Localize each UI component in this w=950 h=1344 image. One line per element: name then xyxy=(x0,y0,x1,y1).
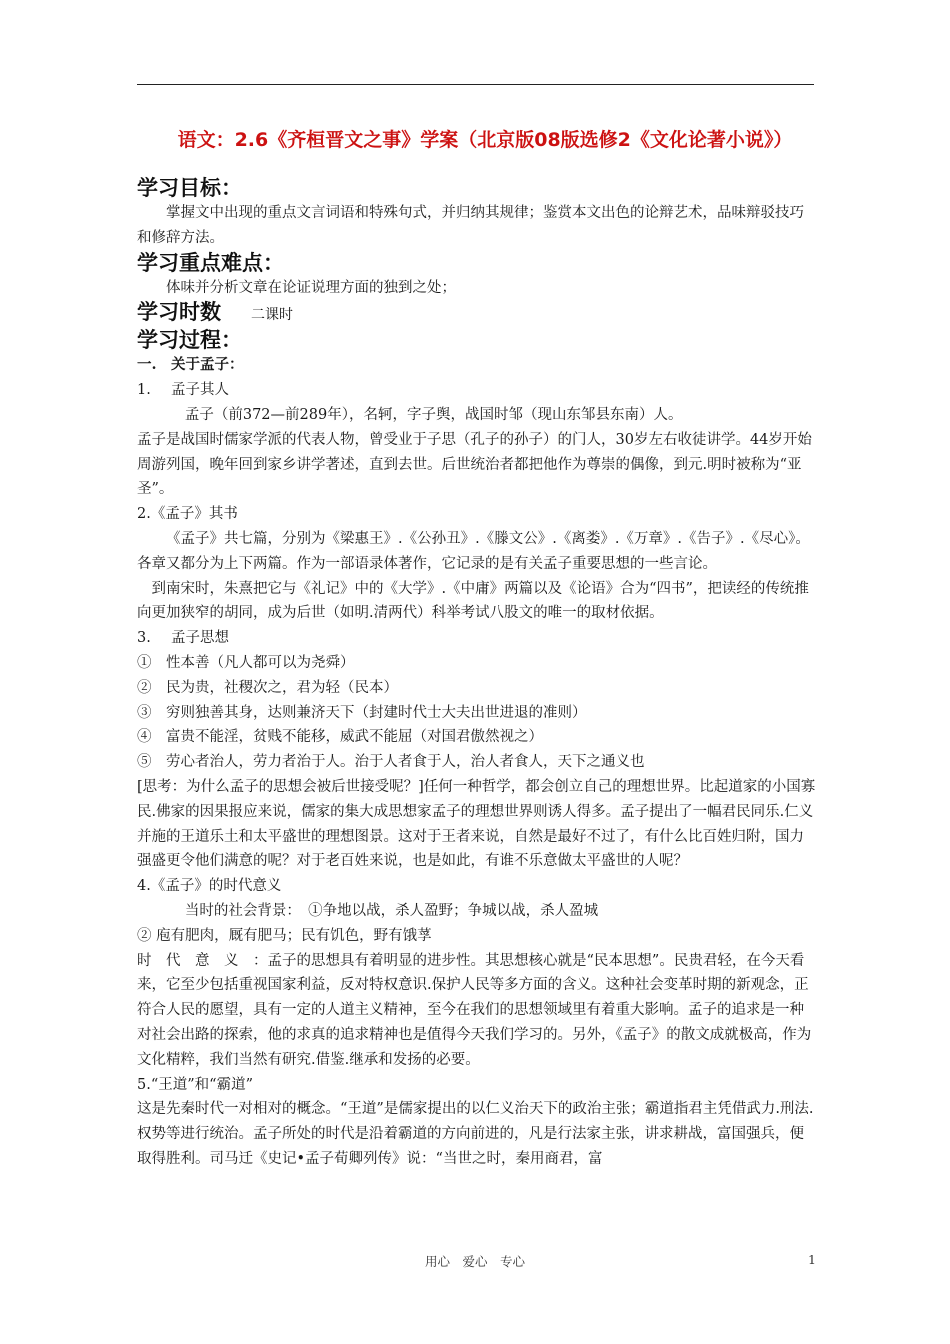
subsection-3-heading xyxy=(137,626,817,651)
subsection-5-text: 这是先秦时代一对相对的概念。“王道”是儒家提出的以仁义治天下的政治主张；霸道指君主凭借武力.刑法.权势等进行统治。孟子所处的时代是沿着霸道的方向前进的，凡是行法家主张，讲求耕战，富国强兵，便取得胜利。司马迁《史记•孟子荀卿列传》说：“当世之时，秦用商君，富 xyxy=(137,1101,814,1167)
subsection-3-number: 3. xyxy=(137,630,151,647)
list-item: ④ 富贵不能淫，贫贱不能移，威武不能屈（对国君傲然视之） xyxy=(137,729,543,746)
key-points-text: 体味并分析文章在论证说理方面的独到之处； xyxy=(166,279,456,296)
section-1-heading: 一. 关于孟子： xyxy=(137,356,244,374)
subsection-3-think: [思考：为什么孟子的思想会被后世接受呢？]任何一种哲学，都会创立自己的理想世界。比起道家的小国寡民.佛家的因果报应来说，儒家的集大成思想家孟子的理想世界则诱人得多。孟子提出了一幅君民同乐.仁义并施的王道乐土和太平盛世的理想图景。这对于王者来说，自然是最好不过了，有什么比百姓归附，国力强盛更令他们满意的呢？对于老百姓来说，也是如此，有谁不乐意做太平盛世的人呢？ xyxy=(137,778,816,870)
subsection-4-background: 当时的社会背景： ①争地以战，杀人盈野；争城以战，杀人盈城 xyxy=(184,902,599,919)
heading-key-points: 学习重点难点： xyxy=(137,250,284,275)
list-item: ③ 穷则独善其身，达则兼济天下（封建时代士大夫出世进退的准则） xyxy=(137,704,587,721)
subsection-1-heading xyxy=(137,378,817,403)
time-value: 二课时 xyxy=(251,307,293,324)
footer-motto: 用心 爱心 专心 xyxy=(424,1254,525,1269)
page-title: 语文：2.6《齐桓晋文之事》学案（北京版08版选修2《文化论著小说》） xyxy=(177,129,793,151)
heading-time-label: 学习时数 xyxy=(137,300,221,325)
list-item: ① 性本善（凡人都可以为尧舜） xyxy=(137,654,355,671)
heading-process: 学习过程： xyxy=(137,328,242,353)
subsection-1-para-1: 孟子（前372—前289年），名轲，字子舆，战国时邹（现山东邹县东南）人。 xyxy=(184,406,683,423)
significance-label: 时 代 意 义 ： xyxy=(137,952,268,969)
subsection-4-heading: 4.《孟子》的时代意义 xyxy=(137,878,282,895)
document-body xyxy=(137,176,817,1172)
subsection-4-significance xyxy=(137,949,817,1073)
subsection-3-title: 孟子思想 xyxy=(171,630,229,647)
subsection-1-title: 孟子其人 xyxy=(171,382,229,399)
page-number: 1 xyxy=(808,1252,816,1267)
subsection-2-para-2: 到南宋时，朱熹把它与《礼记》中的《大学》.《中庸》两篇以及《论语》合为“四书”，把读经的传统推向更加狭窄的胡同，成为后世（如明.清两代）科举考试八股文的唯一的取材依据。 xyxy=(137,580,809,622)
subsection-2-para-1: 《孟子》共七篇，分别为《梁惠王》.《公孙丑》.《滕文公》.《离娄》.《万章》.《告子》.《尽心》。各章又都分为上下两篇。作为一部语录体著作，它记录的是有关孟子重要思想的一些言论。 xyxy=(137,530,810,572)
objective-text: 掌握文中出现的重点文言词语和特殊句式，并归纳其规律；鉴赏本文出色的论辩艺术，品味辩驳技巧和修辞方法。 xyxy=(137,205,804,246)
heading-objective: 学习目标： xyxy=(137,176,242,200)
list-item: ⑤ 劳心者治人，劳力者治于人。治于人者食于人，治人者食人，天下之通义也 xyxy=(137,754,645,771)
heading-time xyxy=(137,300,817,328)
subsection-4-background-2: ② 庖有肥肉，厩有肥马；民有饥色，野有饿莩 xyxy=(137,927,432,944)
list-item: ② 民为贵，社稷次之，君为轻（民本） xyxy=(137,679,398,696)
subsection-1-number: 1. xyxy=(137,382,151,399)
top-rule xyxy=(137,84,814,85)
significance-text: 孟子的思想具有着明显的进步性。其思想核心就是“民本思想”。民贵君轻，在今天看来，它至少包括重视国家利益，反对特权意识.保护人民等多方面的含义。这种社会变革时期的新观念，正符合人民的愿望，具有一定的人道主义精神，至今在我们的思想领域里有着重大影响。孟子的追求是一种对社会出路的探索，他的求真的追求精神也是值得今天我们学习的。另外，《孟子》的散文成就极高，作为文化精粹，我们当然有研究.借鉴.继承和发扬的必要。 xyxy=(137,952,812,1068)
subsection-2-heading: 2.《孟子》其书 xyxy=(137,506,238,523)
subsection-5-heading: 5.“王道”和“霸道” xyxy=(137,1076,253,1093)
subsection-1-para-2: 孟子是战国时儒家学派的代表人物，曾受业于子思（孔子的孙子）的门人，30岁左右收徒讲学。44岁开始周游列国，晚年回到家乡讲学著述，直到去世。后世统治者都把他作为尊崇的偶像，到元.明时被称为“亚圣”。 xyxy=(137,431,812,498)
